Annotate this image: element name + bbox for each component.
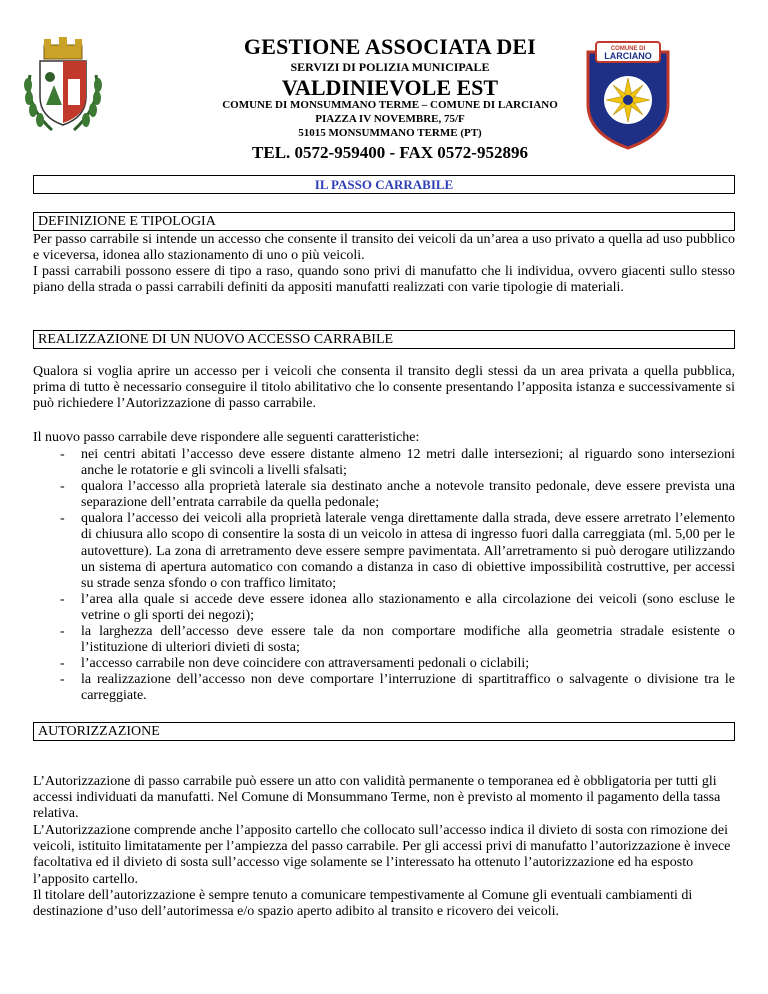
svg-text:COMUNE DI: COMUNE DI [610, 46, 646, 52]
larciano-crest-icon [582, 38, 674, 150]
header-address: PIAZZA IV NOVEMBRE, 75/F [315, 113, 465, 125]
section-heading-autorizzazione: AUTORIZZAZIONE [33, 722, 735, 741]
header-city: 51015 MONSUMMANO TERME (PT) [298, 127, 482, 139]
list-item: - nei centri abitati l’accesso deve essere distante almeno 12 metri dalle intersezioni; al riguardo sono intersezioni anche le rotatorie e gli svincoli a livelli sfalsati; [60, 447, 735, 479]
list-item: - la larghezza dell’accesso deve essere tale da non comportare modifiche alla geometria stradale esistente o l’istituzione di ulteriori divieti di sosta; [60, 624, 735, 656]
paragraph-realizzazione-1: Qualora si voglia aprire un accesso per i veicoli che consenta il transito degli stessi da un area privata a quella pubblica, prima di tutto è necessario conseguire il titolo abilitativo che lo consente presentando l’apposita istanza e successivamente si può richiedere l’Autorizzazione di passo carrabile. [33, 364, 735, 412]
header-title: GESTIONE ASSOCIATA DEI [243, 34, 537, 59]
header-subtitle: SERVIZI DI POLIZIA MUNICIPALE [290, 60, 490, 74]
paragraph-realizzazione-2: Il nuovo passo carrabile deve rispondere alle seguenti caratteristiche: [33, 430, 420, 445]
monsummano-crest-icon [22, 35, 104, 135]
list-item: - la realizzazione dell’accesso non deve comportare l’interruzione di spartitraffico o salvagente o divisione tra le carreggiate. [60, 672, 735, 704]
svg-text:LARCIANO: LARCIANO [604, 51, 652, 61]
list-item: - qualora l’accesso alla proprietà laterale sia destinato anche a notevole transito pedonale, deve essere prevista una separazione dell’entrata carrabile da quella pedonale; [60, 479, 735, 511]
header-phone: TEL. 0572-959400 - FAX 0572-952896 [252, 143, 528, 162]
section-heading-definizione: DEFINIZIONE E TIPOLOGIA [33, 212, 735, 231]
header-comuni: COMUNE DI MONSUMMANO TERME – COMUNE DI LARCIANO [222, 99, 558, 111]
requirements-list [33, 447, 735, 705]
paragraph-autorizzazione-3: Il titolare dell’autorizzazione è sempre tenuto a comunicare tempestivamente al Comune gli eventuali cambiamenti di destinazione d’uso dell’autorimessa e/o spazio aperto adibito al transito e ricovero dei veicoli. [33, 888, 693, 920]
section-heading-realizzazione: REALIZZAZIONE DI UN NUOVO ACCESSO CARRABILE [33, 330, 735, 349]
header-name: VALDINIEVOLE EST [281, 75, 499, 100]
paragraph-autorizzazione-2: L’Autorizzazione comprende anche l’apposito cartello che collocato sull’accesso indica il divieto di sosta con rimozione dei veicoli, istituito limitatamente per l’ampiezza del passo carrabile. Per gli accessi privi di manufatto l’autorizzazione è invece facoltativa ed il divieto di sosta sull’accesso vige solamente se l’interessato ha ottenuto l’autorizzazione ed ha esposto l’apposito cartello. [33, 823, 731, 887]
document-title: IL PASSO CARRABILE [33, 175, 735, 194]
paragraph-autorizzazione-1: L’Autorizzazione di passo carrabile può essere un atto con validità permanente o temporanea ed è obbligatoria per tutti gli accessi individuati da manufatti. Nel Comune di Monsummano Terme, non è previsto al momento il pagamento della tassa relativa. [33, 774, 721, 822]
paragraph-definizione-2: I passi carrabili possono essere di tipo a raso, quando sono privi di manufatto che li individua, ovvero giacenti sullo stesso piano della strada o passi carrabili definiti da appositi manufatti realizzati con varie tipologie di materiali. [33, 264, 735, 296]
paragraph-definizione-1: Per passo carrabile si intende un accesso che consente il transito dei veicoli da un’area a uso privato a quella ad uso pubblico e viceversa, idonea allo stazionamento di uno o più veicoli. [33, 232, 735, 264]
list-item: - qualora l’accesso dei veicoli alla proprietà laterale venga direttamente dalla strada, deve essere arretrato l’elemento di chiusura allo scopo di consentire la sosta di un veicolo in attesa di ingresso fuori dalla carreggiata (ml. 5,00 per le autovetture). La zona di arretramento deve essere sempre pavimentata. All’arretramento si può derogare utilizzando un sistema di apertura automatico con comando a distanza in caso di obiettive impossibilità costruttive, per accessi su strade senza sfondo o con traffico limitato; [60, 511, 735, 591]
list-item: - l’accesso carrabile non deve coincidere con attraversamenti pedonali o ciclabili; [60, 656, 530, 672]
list-item: - l’area alla quale si accede deve essere idonea allo stazionamento e alla circolazione dei veicoli (sono escluse le vetrine o gli sporti dei negozi); [60, 591, 735, 623]
